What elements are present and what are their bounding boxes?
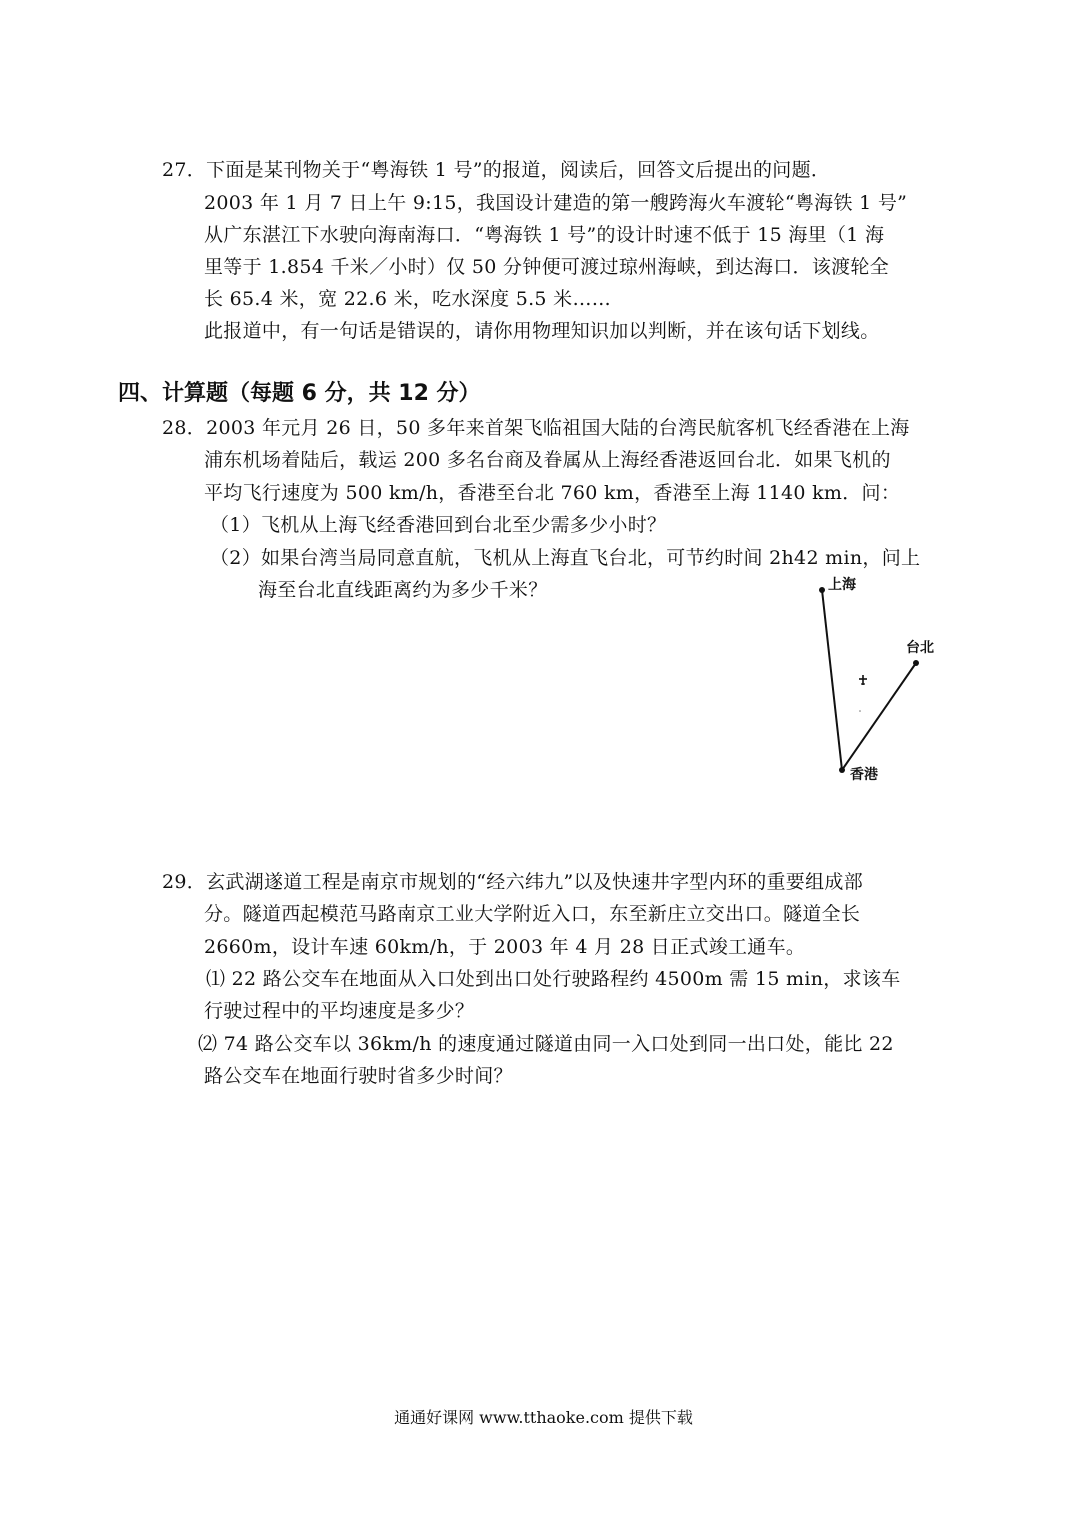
q29-line-1: 29．玄武湖遂道工程是南京市规划的“经六纬九”以及快速井字型内环的重要组成部 (162, 871, 864, 893)
q27-line-5: 长 65.4 米，宽 22.6 米，吃水深度 5.5 米…… (204, 288, 612, 310)
q28-subq-2: （2）如果台湾当局同意直航，飞机从上海直飞台北，可节约时间 2h42 min，问上 (210, 547, 921, 569)
q29-subq-1-cont: 行驶过程中的平均速度是多少？ (204, 1000, 475, 1022)
page-footer: 通通好课网 www.tthaoke.com 提供下载 (394, 1408, 693, 1427)
q29-subq-2-cont: 路公交车在地面行驶时省多少时间？ (204, 1065, 513, 1087)
q27-line-1: 27．下面是某刊物关于“粤海铁 1 号”的报道，阅读后，回答文后提出的问题． (162, 159, 831, 181)
q29-subq-2: ⑵ 74 路公交车以 36km/h 的速度通过隧道由同一入口处到同一出口处，能比 22 (198, 1033, 894, 1055)
q29-line-3: 2660m，设计车速 60km/h，于 2003 年 4 月 28 日正式竣工通车。 (204, 936, 806, 958)
label-taipei: 台北 (906, 640, 934, 656)
label-hongkong: 香港 (850, 767, 878, 783)
route-map-svg (800, 572, 960, 792)
q28-line-1: 28．2003 年元月 26 日，50 多年来首架飞临祖国大陆的台湾民航客机飞经香港在上海 (162, 417, 910, 439)
q27-line-3: 从广东湛江下水驶向海南海口．“粤海铁 1 号”的设计时速不低于 15 海里（1 海 (204, 224, 885, 246)
label-shanghai: 上海 (828, 577, 856, 593)
q27-line-2: 2003 年 1 月 7 日上午 9:15，我国设计建造的第一艘跨海火车渡轮“粤海铁 1 号” (204, 192, 908, 214)
shanghai-dot (819, 587, 825, 593)
route-hongkong-taipei (842, 663, 916, 770)
route-shanghai-hongkong (822, 590, 842, 770)
hongkong-dot (839, 767, 845, 773)
q27-line-6: 此报道中，有一句话是错误的，请你用物理知识加以判断，并在该句话下划线。 (204, 320, 880, 342)
q28-subq-2-cont: 海至台北直线距离约为多少千米？ (258, 579, 548, 601)
q28-line-3: 平均飞行速度为 500 km/h，香港至台北 760 km，香港至上海 1140 km．问： (204, 482, 901, 504)
airplane-icon (859, 675, 867, 685)
route-map (800, 572, 960, 792)
speck-mark (859, 710, 861, 712)
q29-subq-1: ⑴ 22 路公交车在地面从入口处到出口处行驶路程约 4500m 需 15 min，求该车 (206, 968, 901, 990)
section-heading: 四、计算题（每题 6 分，共 12 分） (118, 381, 481, 406)
taipei-dot (913, 660, 919, 666)
q27-line-4: 里等于 1.854 千米／小时）仅 50 分钟便可渡过琼州海峡，到达海口．该渡轮全 (204, 256, 890, 278)
q29-line-2: 分。隧道西起模范马路南京工业大学附近入口，东至新庄立交出口。隧道全长 (204, 903, 861, 925)
q28-line-2: 浦东机场着陆后，载运 200 多名台商及眷属从上海经香港返回台北．如果飞机的 (204, 449, 891, 471)
q28-subq-1: （1）飞机从上海飞经香港回到台北至少需多少小时？ (210, 514, 667, 536)
